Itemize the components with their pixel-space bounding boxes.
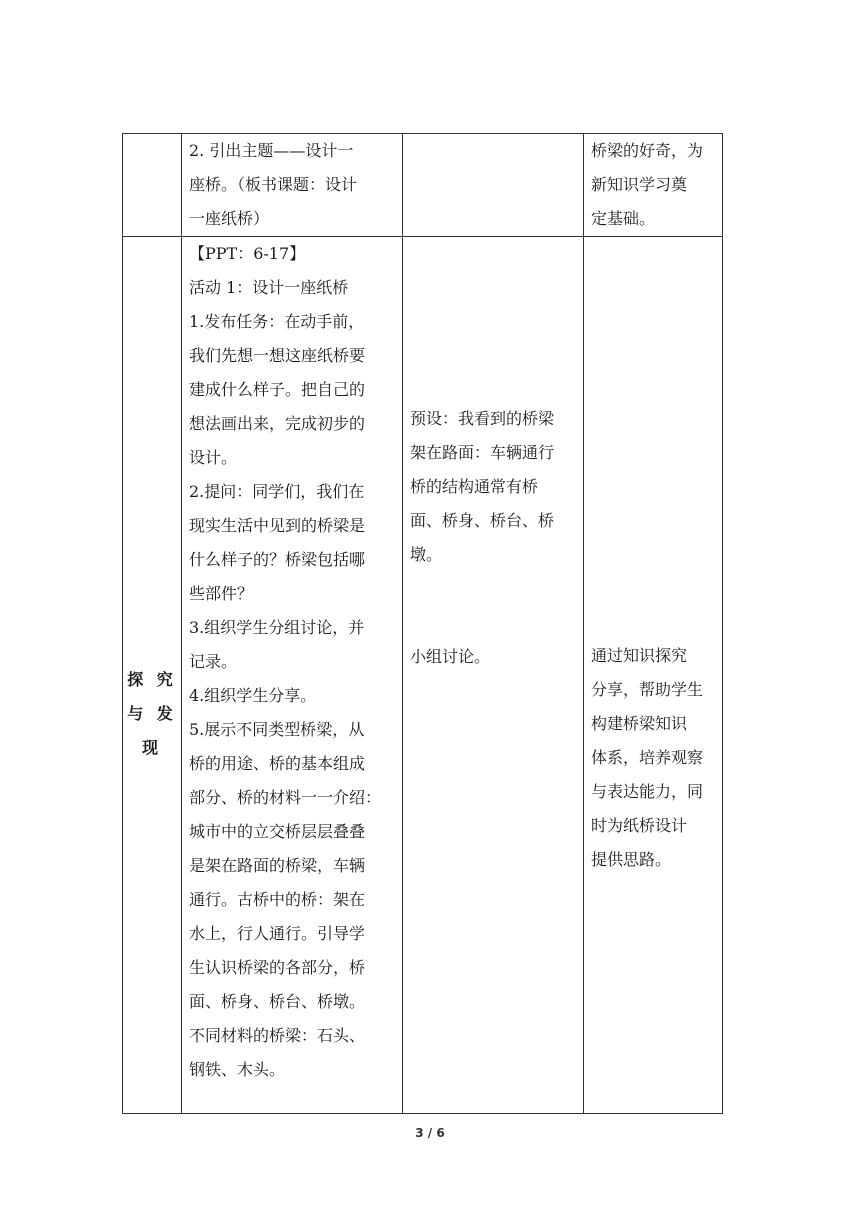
text-line: 一座纸桥） xyxy=(189,209,270,228)
stage-label: 探 究 xyxy=(127,670,177,689)
text-line: 定基础。 xyxy=(591,209,656,228)
student-activity-cell xyxy=(403,134,584,237)
text-line: 是架在路面的桥梁，车辆 xyxy=(189,856,366,875)
teacher-activity-cell xyxy=(182,237,403,1114)
stage-label: 现 xyxy=(141,738,162,757)
text-line: 架在路面：车辆通行 xyxy=(410,443,555,462)
text-line: 时为纸桥设计 xyxy=(591,816,688,835)
text-line: 2.提问：同学们，我们在 xyxy=(189,482,365,501)
text-line: 提供思路。 xyxy=(591,850,672,869)
text-line: 现实生活中见到的桥梁是 xyxy=(189,516,366,535)
table-row xyxy=(123,134,723,237)
text-line: 新知识学习奠 xyxy=(591,175,688,194)
text-line: 小组讨论。 xyxy=(410,647,491,666)
text-line: 设计。 xyxy=(189,448,238,467)
text-line: 2. 引出主题——设计一 xyxy=(189,141,354,160)
text-line: 部分、桥的材料一一介绍： xyxy=(189,788,382,807)
design-intent-cell xyxy=(584,134,723,237)
stage-cell xyxy=(123,237,182,1114)
text-line: 我们先想一想这座纸桥要 xyxy=(189,346,366,365)
text-line: 4.组织学生分享。 xyxy=(189,686,317,705)
text-line: 通过知识探究 xyxy=(591,646,688,665)
text-line: 桥的结构通常有桥 xyxy=(410,477,539,496)
text-line: 座桥。（板书课题：设计 xyxy=(189,175,358,194)
text-line: 记录。 xyxy=(189,652,238,671)
text-line: 钢铁、木头。 xyxy=(189,1060,286,1079)
text-line: 【PPT：6-17】 xyxy=(189,244,306,263)
text-line: 桥的用途、桥的基本组成 xyxy=(189,754,366,773)
text-line: 面、桥身、桥台、桥 xyxy=(410,511,555,530)
design-intent-cell xyxy=(584,237,723,1114)
text-line: 3.组织学生分组讨论，并 xyxy=(189,618,365,637)
text-line: 活动 1：设计一座纸桥 xyxy=(189,278,349,297)
text-line: 墩。 xyxy=(410,545,443,564)
text-line: 体系，培养观察 xyxy=(591,748,704,767)
text-line: 1.发布任务：在动手前， xyxy=(189,312,365,331)
text-line: 水上，行人通行。引导学 xyxy=(189,924,366,943)
text-line: 建成什么样子。把自己的 xyxy=(189,380,366,399)
text-line: 构建桥梁知识 xyxy=(591,714,688,733)
table-row xyxy=(123,237,723,1114)
text-line: 与表达能力，同 xyxy=(591,782,704,801)
text-line: 通行。古桥中的桥：架在 xyxy=(189,890,366,909)
page-number: 3 / 6 xyxy=(415,1126,445,1140)
text-line: 不同材料的桥梁：石头、 xyxy=(189,1026,366,1045)
text-line: 面、桥身、桥台、桥墩。 xyxy=(189,992,366,1011)
text-line: 预设：我看到的桥梁 xyxy=(410,409,555,428)
stage-label: 与 发 xyxy=(127,704,177,723)
text-line: 城市中的立交桥层层叠叠 xyxy=(189,822,366,841)
text-line: 生认识桥梁的各部分，桥 xyxy=(189,958,366,977)
text-line: 什么样子的？桥梁包括哪 xyxy=(189,550,366,569)
text-line: 5.展示不同类型桥梁，从 xyxy=(189,720,365,739)
text-line: 桥梁的好奇，为 xyxy=(591,141,704,160)
stage-cell xyxy=(123,134,182,237)
lesson-plan-table xyxy=(122,133,723,1114)
text-line: 些部件？ xyxy=(189,584,254,603)
text-line: 想法画出来，完成初步的 xyxy=(189,414,366,433)
student-activity-cell xyxy=(403,237,584,1114)
text-line: 分享，帮助学生 xyxy=(591,680,704,699)
teacher-activity-cell xyxy=(182,134,403,237)
